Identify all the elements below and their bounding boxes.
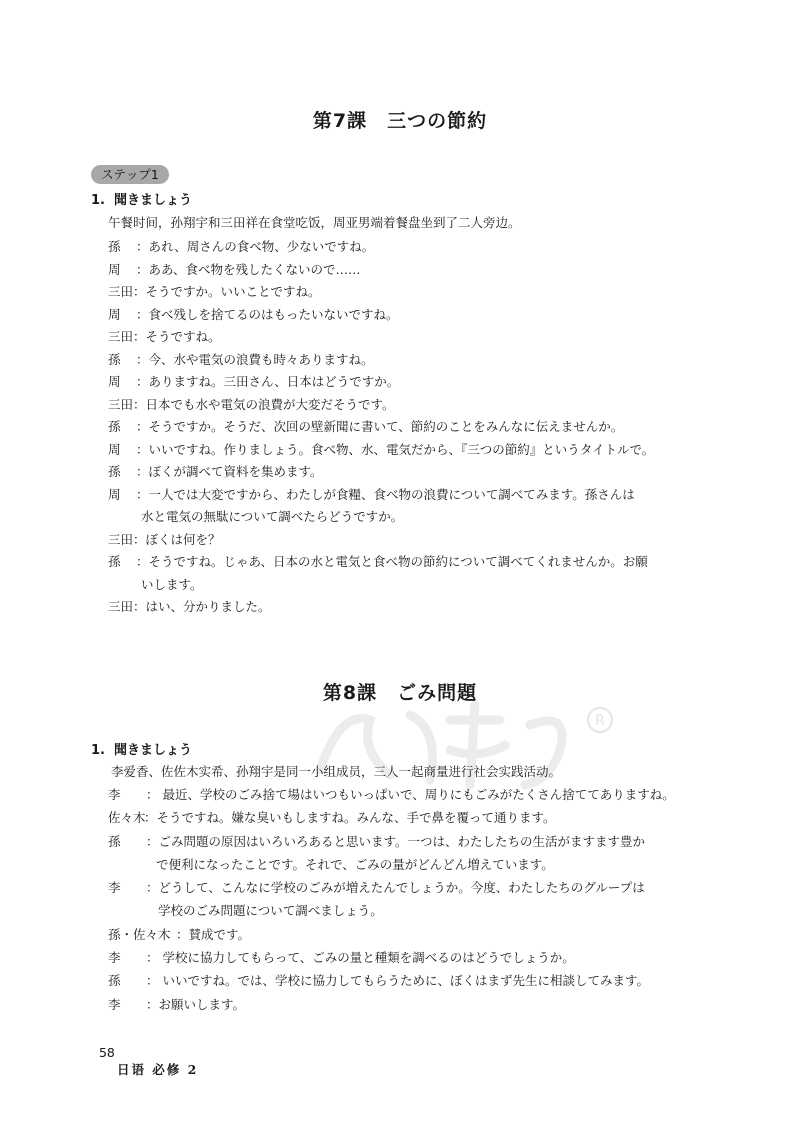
utterance: ：そうですね。 — [133, 329, 221, 344]
speaker-name: 孫 — [108, 973, 121, 989]
dialogue-line — [0, 371, 800, 394]
dialogue-line — [0, 596, 800, 619]
dialogue-line — [0, 416, 800, 439]
dialogue-line — [0, 349, 800, 372]
utterance: ：食べ残しを捨てるのはもったいないですね。 — [136, 306, 399, 322]
dialogue-line — [0, 783, 800, 806]
utterance: ：そうですね。じゃあ、日本の水と電気と食べ物の節約について調べてくれませんか。お願 — [136, 554, 648, 569]
utterance-continuation: 水と電気の無駄について調べたらどうですか。 — [141, 509, 404, 524]
speaker-name: 孫 — [108, 464, 121, 479]
page-number: 58 — [98, 1045, 115, 1060]
speaker-name: 佐々木 — [108, 810, 146, 826]
lesson-8-listening-heading: 1. 聞きましょう — [91, 743, 193, 758]
dialogue-line — [0, 993, 800, 1016]
speaker-name: 周 — [108, 486, 121, 502]
dialogue-line — [0, 923, 800, 946]
utterance: ： 最近、学校のごみ捨て場はいつもいっぱいで、周りにもごみがたくさん捨ててありますね。 — [146, 787, 675, 802]
speaker-name: 李 — [108, 950, 121, 966]
speaker-name: 三田 — [108, 329, 134, 344]
utterance: ：お願いします。 — [146, 996, 246, 1012]
dialogue-line — [0, 484, 800, 529]
dialogue-line — [0, 439, 800, 462]
page-footer — [91, 1030, 198, 1078]
speaker-name: 周 — [108, 374, 121, 389]
lesson-8-dialogue — [0, 783, 800, 1016]
utterance: ：はい、分かりました。 — [133, 599, 271, 614]
step-1-badge: ステップ1 — [91, 165, 169, 184]
utterance: ：そうですか。いいことですね。 — [133, 284, 321, 299]
dialogue-line — [0, 326, 800, 349]
utterance: ：賛成です。 — [176, 926, 251, 942]
dialogue-line — [0, 806, 800, 829]
utterance: ：どうして、こんなに学校のごみが増えたんでしょうか。今度、わたしたちのグループは — [146, 880, 645, 896]
utterance: ：ああ、食べ物を残したくないので…… — [136, 261, 361, 277]
dialogue-line — [0, 281, 800, 304]
svg-text:R: R — [595, 713, 605, 729]
utterance: ：ごみ問題の原因はいろいろあると思います。一つは、わたしたちの生活がますます豊か — [146, 833, 646, 849]
speaker-name: 三田 — [108, 284, 134, 299]
lesson-7-listening-heading: 1. 聞きましょう — [91, 193, 193, 208]
lesson-8-title: 第8課 ごみ問題 — [322, 682, 478, 704]
utterance: ：今、水や電気の浪費も時々ありますね。 — [136, 351, 374, 367]
dialogue-line — [0, 551, 800, 596]
speaker-name: 李 — [108, 787, 121, 802]
speaker-name: 孫 — [108, 833, 121, 849]
dialogue-line — [0, 461, 800, 484]
utterance: ：日本でも水や電気の浪費が大変だそうです。 — [133, 396, 395, 412]
utterance: ：そうですか。そうだ、次回の壁新聞に書いて、節約のことをみんなに伝えませんか。 — [136, 419, 624, 434]
utterance: ：いいですね。作りましょう。食べ物、水、電気だから、『三つの節約』というタイトルで。 — [136, 441, 655, 457]
speaker-name: 三田 — [108, 531, 134, 547]
utterance: ：あれ、周さんの食べ物、少ないですね。 — [136, 239, 375, 254]
speaker-name: 周 — [108, 306, 121, 322]
utterance: ： いいですね。では、学校に協力してもらうために、ぼくはまず先生に相談してみます。 — [146, 973, 649, 989]
dialogue-line — [0, 304, 800, 327]
dialogue-line — [0, 830, 800, 877]
dialogue-line — [0, 946, 800, 969]
speaker-name: 李 — [108, 996, 121, 1012]
dialogue-line — [0, 394, 800, 417]
utterance: ：ぼくが調べて資料を集めます。 — [136, 464, 323, 479]
speaker-name: 孫 — [108, 554, 121, 569]
lesson-7-scene-intro: 午餐时间，孙翔宇和三田祥在食堂吃饭，周亚男端着餐盘坐到了二人旁边。 — [108, 215, 521, 230]
speaker-name: 三田 — [108, 599, 134, 614]
utterance: ：一人では大変ですから、わたしが食糧、食べ物の浪費について調べてみます。孫さんは — [136, 486, 635, 502]
speaker-name: 李 — [108, 880, 121, 896]
lesson-8-scene-intro: 李爱香、佐佐木实希、孙翔宇是同一小组成员，三人一起商量进行社会实践活动。 — [111, 764, 562, 779]
utterance: ：ありますね。三田さん、日本はどうですか。 — [136, 374, 400, 389]
dialogue-line — [0, 876, 800, 923]
speaker-name: 周 — [108, 441, 121, 457]
dialogue-line — [0, 529, 800, 552]
dialogue-line — [0, 236, 800, 259]
speaker-name: 周 — [108, 261, 121, 277]
utterance: ：ぼくは何を？ — [133, 531, 221, 547]
lesson-7-title: 第7課 三つの節約 — [312, 110, 488, 132]
dialogue-line — [0, 259, 800, 282]
utterance-continuation: で便利になったことです。それで、ごみの量がどんどん増えています。 — [156, 856, 554, 872]
speaker-name: 三田 — [108, 396, 134, 412]
utterance-continuation: いします。 — [141, 576, 203, 592]
speaker-name: 孫 — [108, 239, 121, 254]
utterance: ： 学校に協力してもらって、ごみの量と種類を調べるのはどうでしょうか。 — [146, 950, 575, 966]
dialogue-line — [0, 969, 800, 992]
lesson-7-dialogue — [0, 236, 800, 619]
utterance: ：そうですね。嫌な臭いもしますね。みんな、手で鼻を覆って通ります。 — [144, 810, 556, 826]
speaker-name: 孫・佐々木 — [108, 926, 171, 942]
utterance-continuation: 学校のごみ問題について調べましょう。 — [158, 903, 383, 919]
speaker-name: 孫 — [108, 419, 121, 434]
speaker-name: 孫 — [108, 351, 121, 367]
book-title: 日语 必修 2 — [116, 1062, 199, 1077]
